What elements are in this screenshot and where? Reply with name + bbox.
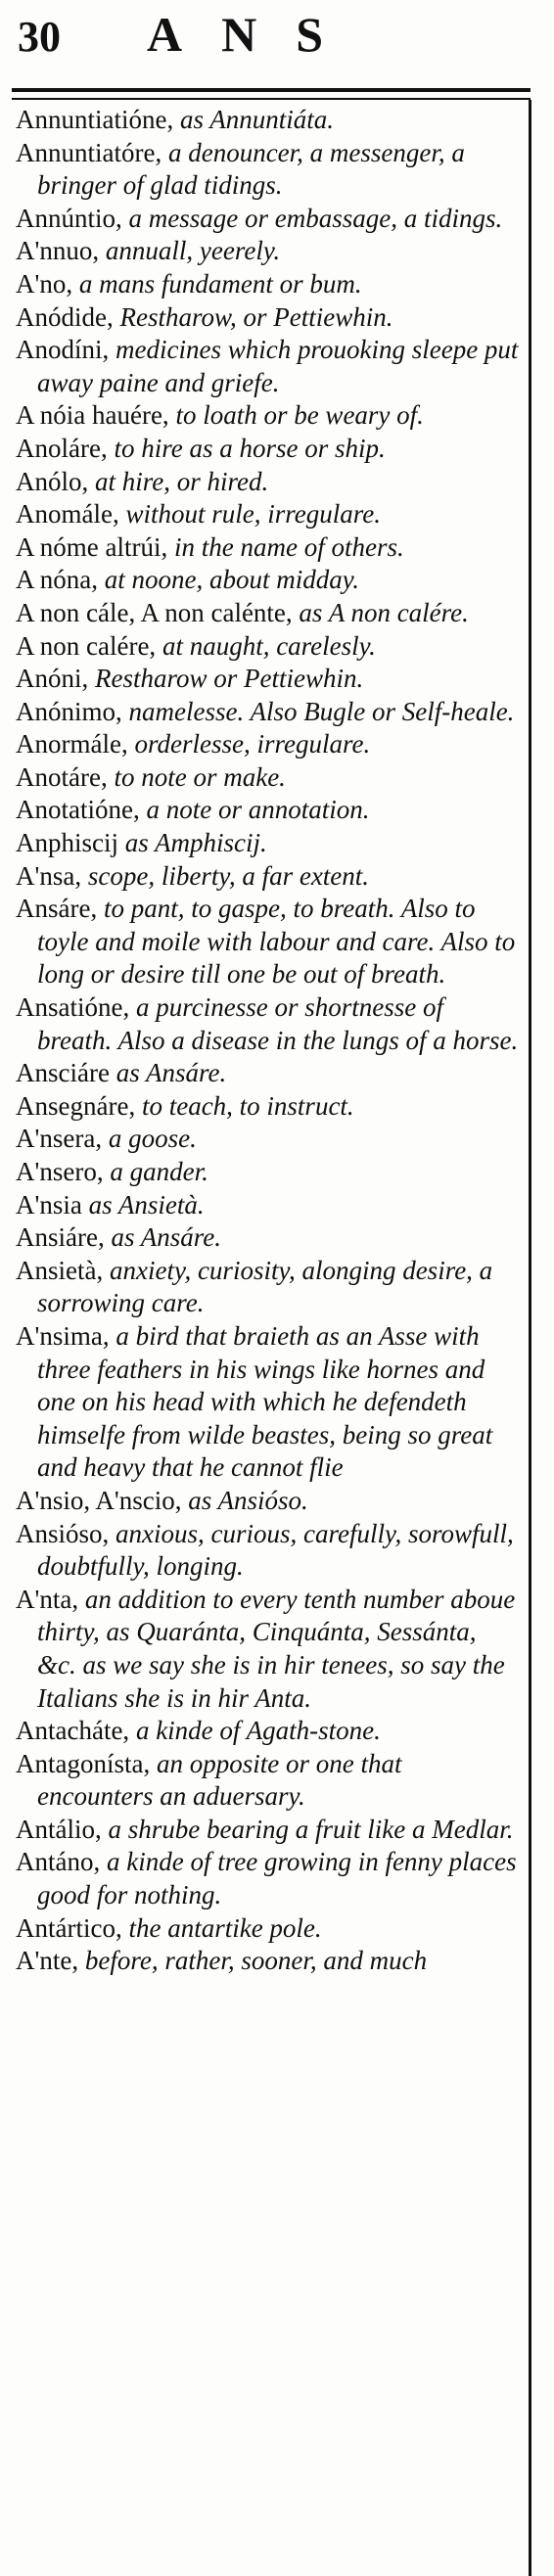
entry-gloss: an addition to every tenth number aboue thirty, as Quaránta, Cinquánta, Sessánta, &c. as we say she is in hir tenees, so say the Italians she is in hir Anta. (37, 1584, 516, 1713)
entry-gloss: an opposite or one that encounters an aduersary. (37, 1748, 402, 1812)
entry-gloss: as Ansióso. (181, 1485, 308, 1515)
dictionary-entry (16, 761, 519, 795)
entry-headword: Antáno, (16, 1847, 101, 1877)
entry-headword: Ansáre, (16, 894, 98, 924)
entry-headword: A nóme altrúi, (16, 531, 168, 562)
entry-gloss: as Ansáre. (104, 1222, 221, 1253)
entry-headword: Ansatióne, (16, 992, 130, 1023)
entry-headword: A'no, (16, 268, 73, 299)
dictionary-entry (16, 104, 519, 137)
entry-headword: Antacháte, (16, 1716, 130, 1746)
entry-headword: Anoláre, (16, 433, 108, 463)
entry-gloss: as Amphiscij. (118, 828, 267, 858)
dictionary-entry (16, 433, 519, 466)
entry-gloss: to teach, to instruct. (135, 1090, 354, 1121)
dictionary-entry (16, 1221, 519, 1255)
dictionary-entry (16, 1814, 519, 1847)
dictionary-entry (16, 860, 519, 894)
entry-headword: A'nsa, (16, 860, 82, 891)
entry-headword: A'nte, (16, 1946, 79, 1976)
entry-gloss: orderlesse, irregulare. (127, 729, 371, 759)
entry-headword: Anotatióne, (16, 795, 140, 825)
entry-headword: Ansiáre, (16, 1222, 105, 1253)
entry-headword: Anotáre, (16, 761, 108, 792)
dictionary-entry (16, 1518, 519, 1584)
dictionary-entry (16, 630, 519, 664)
dictionary-entry (16, 728, 519, 761)
entry-gloss: a shrube bearing a fruit like a Medlar. (101, 1814, 514, 1844)
entry-gloss: anxious, curious, carefully, sorowfull, doubtfully, longing. (37, 1518, 514, 1582)
entry-gloss: in the name of others. (167, 531, 404, 562)
entry-headword: Anormále, (16, 729, 128, 759)
entry-gloss: before, rather, sooner, and much (78, 1946, 428, 1976)
entry-gloss: as Ansáre. (109, 1058, 227, 1088)
dictionary-entry (16, 1320, 519, 1485)
dictionary-entry (16, 564, 519, 597)
entry-gloss: a note or annotation. (139, 795, 370, 825)
dictionary-entry (16, 663, 519, 696)
dictionary-entry (16, 597, 519, 630)
entry-headword: A'nnuo, (16, 236, 100, 266)
entry-headword: Anomále, (16, 499, 119, 529)
entry-headword: Annuntiatióne, (16, 105, 174, 134)
entry-headword: Anphiscij (16, 828, 118, 858)
entry-headword: Anodíni, (16, 335, 110, 365)
entry-gloss: medicines which prouoking sleepe put away paine and griefe. (37, 335, 519, 397)
entry-headword: Anóni, (16, 664, 89, 694)
entry-headword: A non cále, A non calénte, (16, 597, 293, 627)
dictionary-entry (16, 1945, 519, 1978)
entry-headword: Anónimo, (16, 696, 122, 726)
entry-headword: Anódide, (16, 301, 114, 332)
entry-gloss: without rule, irregulare. (118, 499, 381, 529)
entry-gloss: at hire, or hired. (88, 466, 269, 496)
dictionary-entry (16, 1057, 519, 1090)
dictionary-entry (16, 1846, 519, 1911)
entry-headword: Ansciáre (16, 1058, 110, 1088)
dictionary-entry (16, 1748, 519, 1814)
entry-headword: A'nta, (16, 1584, 79, 1614)
dictionary-entry (16, 268, 519, 301)
entry-gloss: Restharow, or Pettiewhin. (113, 301, 393, 332)
dictionary-entry (16, 1715, 519, 1748)
entry-headword: A nóna, (16, 565, 98, 595)
dictionary-entry (16, 893, 519, 991)
dictionary-entry (16, 696, 519, 729)
entry-gloss: Restharow or Pettiewhin. (88, 664, 364, 694)
dictionary-entry (16, 466, 519, 499)
entry-headword: Annúntio, (16, 203, 122, 233)
dictionary-entry (16, 1912, 519, 1946)
entry-gloss: a mans fundament or bum. (72, 268, 362, 299)
page-header (0, 0, 554, 106)
entry-headword: Antártico, (16, 1912, 122, 1943)
entry-headword: A'nsima, (16, 1320, 110, 1351)
entry-headword: A nóia hauére, (16, 400, 169, 431)
header-rule-thick (12, 88, 531, 92)
entry-gloss: as A non calére. (292, 597, 469, 627)
entry-headword: A'nsio, A'nscio, (16, 1485, 182, 1515)
entry-list (16, 104, 519, 1978)
dictionary-entry (16, 1584, 519, 1715)
dictionary-entry (16, 1156, 519, 1189)
dictionary-entry (16, 991, 519, 1057)
dictionary-entry (16, 1123, 519, 1156)
entry-headword: Ansietà, (16, 1255, 104, 1285)
dictionary-entry (16, 1090, 519, 1124)
entry-gloss: to note or make. (107, 761, 286, 792)
entry-headword: A'nsero, (16, 1157, 104, 1186)
entry-headword: Antálio, (16, 1814, 102, 1844)
column-rule (529, 100, 531, 2576)
entry-gloss: anxiety, curiosity, alonging desire, a sorrowing care. (37, 1255, 493, 1318)
entry-headword: A'nsera, (16, 1124, 103, 1154)
page-number: 30 (18, 13, 61, 61)
entry-gloss: a purcinesse or shortnesse of breath. Also a disease in the lungs of a horse. (37, 992, 519, 1055)
entry-gloss: to loath or be weary of. (168, 400, 424, 431)
entry-gloss: a goose. (102, 1124, 197, 1154)
entry-gloss: at noone, about midday. (98, 565, 359, 595)
entry-gloss: a bird that braieth as an Asse with three feathers in his wings like hornes and one on his head with which he defendeth himselfe from wilde beastes, being so great and heavy that he cannot flie (37, 1320, 493, 1483)
entry-gloss: a kinde of tree growing in fenny places good for nothing. (37, 1847, 517, 1910)
entry-gloss: as Ansietà. (81, 1189, 205, 1219)
entry-gloss: to hire as a horse or ship. (107, 433, 386, 463)
entry-headword: Anólo, (16, 466, 89, 496)
entry-gloss: as Annuntiáta. (173, 105, 335, 134)
dictionary-entry (16, 137, 519, 203)
dictionary-entry (16, 301, 519, 335)
dictionary-entry (16, 498, 519, 531)
dictionary-entry (16, 203, 519, 236)
entry-gloss: a denouncer, a messenger, a bringer of glad tidings. (37, 137, 465, 201)
entry-headword: Ansegnáre, (16, 1090, 136, 1121)
entry-gloss: a gander. (103, 1157, 208, 1186)
dictionary-entry (16, 334, 519, 399)
dictionary-entry (16, 1189, 519, 1222)
entry-gloss: a message or embassage, a tidings. (121, 203, 503, 233)
running-head: ANS (147, 7, 363, 62)
entry-gloss: namelesse. Also Bugle or Self-heale. (121, 696, 515, 726)
dictionary-entry (16, 235, 519, 268)
entry-headword: A non calére, (16, 630, 157, 661)
dictionary-entry (16, 1255, 519, 1320)
entry-headword: Annuntiatóre, (16, 137, 162, 167)
dictionary-entry (16, 399, 519, 433)
entry-gloss: to pant, to gaspe, to breath. Also to toyle and moile with labour and care. Also to long or desire till one be out of breath. (37, 894, 516, 989)
entry-gloss: annuall, yeerely. (99, 236, 281, 266)
dictionary-entry (16, 827, 519, 860)
entry-headword: Antagonísta, (16, 1748, 151, 1778)
header-rule-thin (12, 98, 531, 100)
dictionary-entry (16, 1485, 519, 1518)
entry-headword: A'nsia (16, 1189, 82, 1219)
entry-gloss: a kinde of Agath-stone. (129, 1716, 381, 1746)
entry-gloss: at naught, carelesly. (156, 630, 376, 661)
dictionary-entry (16, 794, 519, 827)
entry-gloss: scope, liberty, a far extent. (81, 860, 370, 891)
entry-headword: Ansióso, (16, 1518, 110, 1548)
dictionary-entry (16, 531, 519, 565)
entry-gloss: the antartike pole. (121, 1912, 322, 1943)
